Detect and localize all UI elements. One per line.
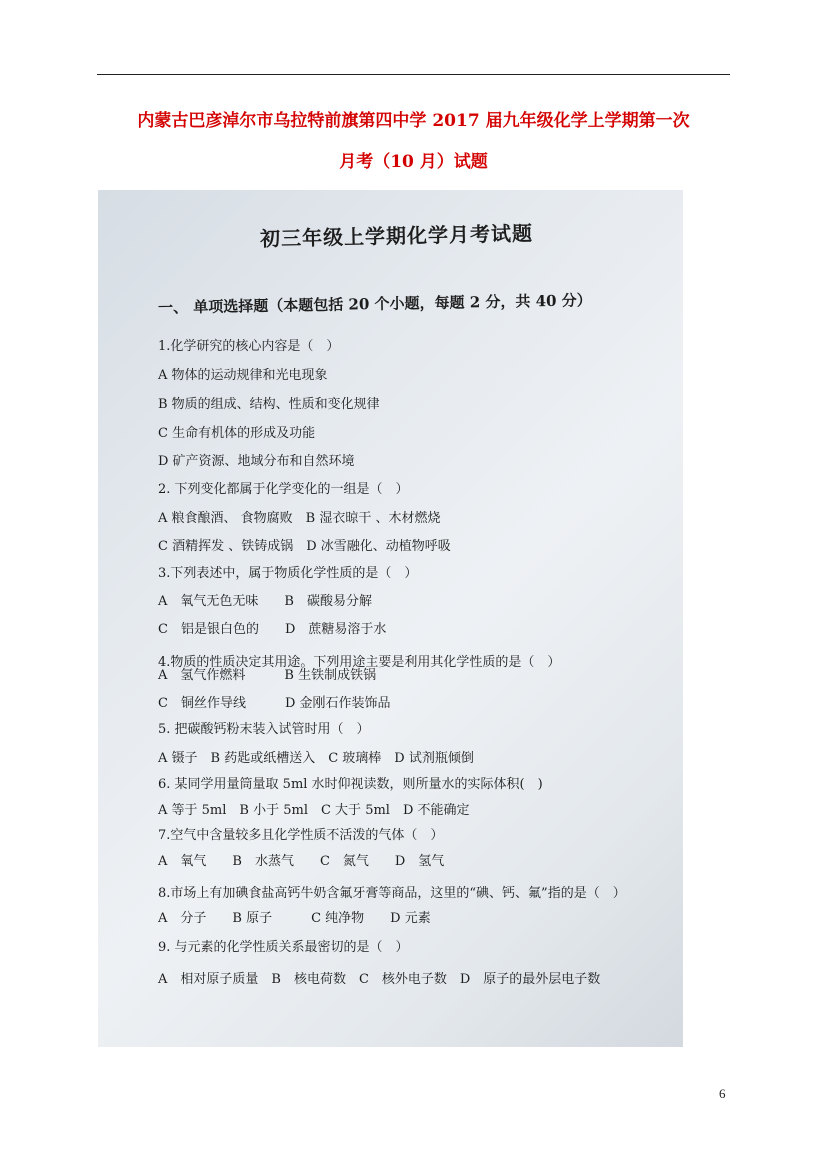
question-line: 4.物质的性质决定其用途。下列用途主要是利用其化学性质的是（ ） — [158, 655, 561, 670]
question-line: 7.空气中含量较多且化学性质不活泼的气体（ ） — [158, 828, 444, 843]
page-number: 6 — [719, 1086, 726, 1101]
question-line: 6. 某同学用量筒量取 5ml 水时仰视读数，则所量水的实际体积( ) — [158, 777, 543, 792]
question-line: C 酒精挥发 、铁铸成锅 D 冰雪融化、动植物呼吸 — [158, 539, 451, 554]
question-line: C 铝是银白色的 D 蔗糖易溶于水 — [158, 622, 387, 637]
document-title-line-1: 内蒙古巴彦淖尔市乌拉特前旗第四中学 2017 届九年级化学上学期第一次 — [137, 111, 690, 131]
question-line: A 分子 B 原子 C 纯净物 D 元素 — [158, 911, 431, 926]
question-line: D 矿产资源、地域分布和自然环境 — [158, 454, 355, 469]
question-line: A 等于 5ml B 小于 5ml C 大于 5ml D 不能确定 — [158, 803, 470, 818]
question-line: A 物体的运动规律和光电现象 — [158, 368, 328, 383]
question-line: B 物质的组成、结构、性质和变化规律 — [158, 397, 380, 412]
exam-title: 初三年级上学期化学月考试题 — [259, 221, 534, 251]
question-line: 2. 下列变化都属于化学变化的一组是（ ） — [158, 482, 409, 497]
question-line: A 镊子 B 药匙或纸槽送入 C 玻璃棒 D 试剂瓶倾倒 — [158, 751, 474, 766]
question-line: A 氧气 B 水蒸气 C 氮气 D 氢气 — [158, 854, 445, 869]
section-heading: 一、 单项选择题（本题包括 20 个小题，每题 2 分，共 40 分） — [157, 291, 592, 317]
question-line: 3.下列表述中，属于物质化学性质的是（ ） — [158, 566, 418, 581]
question-line: C 铜丝作导线 D 金刚石作装饰品 — [158, 696, 391, 711]
question-line: A 粮食酿酒、 食物腐败 B 湿衣晾干 、木材燃烧 — [158, 511, 441, 526]
scanned-exam-photo — [98, 190, 683, 1047]
question-line: 9. 与元素的化学性质关系最密切的是（ ） — [158, 940, 409, 955]
document-title-line-2: 月考（10 月）试题 — [339, 152, 488, 172]
question-line: A 相对原子质量 B 核电荷数 C 核外电子数 D 原子的最外层电子数 — [158, 972, 601, 987]
question-line: 5. 把碳酸钙粉末装入试管时用（ ） — [158, 722, 370, 737]
question-line: 1.化学研究的核心内容是（ ） — [158, 339, 340, 354]
header-rule — [97, 74, 730, 75]
question-line: A 氢气作燃料 B 生铁制成铁锅 — [158, 668, 377, 683]
question-line: 8.市场上有加碘食盐高钙牛奶含氟牙膏等商品，这里的“碘、钙、氟”指的是（ ） — [158, 886, 626, 901]
question-line: C 生命有机体的形成及功能 — [158, 426, 316, 441]
question-line: A 氧气无色无味 B 碳酸易分解 — [158, 594, 372, 609]
